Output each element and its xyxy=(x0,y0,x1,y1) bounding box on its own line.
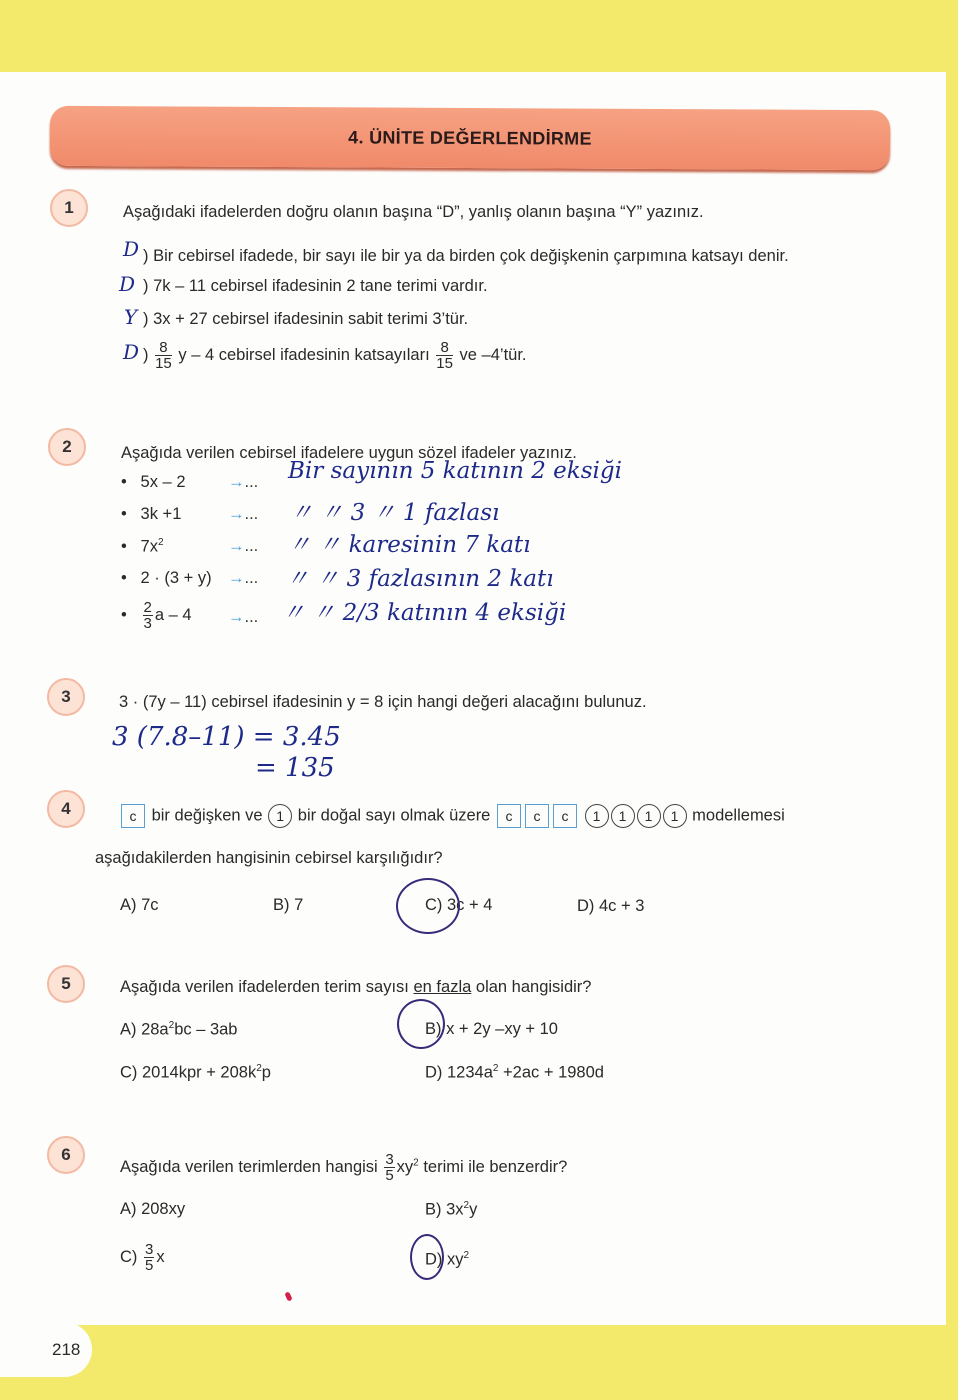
question-number-2: 2 xyxy=(48,428,86,466)
variable-box: c xyxy=(497,804,521,828)
q4-question-line-2: aşağıdakilerden hangisinin cebirsel karşılığıdır? xyxy=(95,849,443,867)
number-circle: 1 xyxy=(268,804,292,828)
q1-item-3: ) 3x + 27 cebirsel ifadesinin sabit terimi 3’tür. xyxy=(143,310,469,328)
q6-option-d: D) $xy^2$ xyxy=(425,1250,470,1269)
question-number-6: 6 xyxy=(47,1136,85,1174)
q2-expr-4: • 2 · (3 + y) xyxy=(121,569,212,587)
page-number: 218 xyxy=(0,1322,92,1377)
q4-option-a: A) 7c xyxy=(120,896,159,914)
q1-answer-3: Y xyxy=(124,305,138,329)
page-title: 4. ÜNİTE DEĞERLENDİRME xyxy=(348,127,592,149)
answer-circle-mark xyxy=(396,878,460,934)
fraction: $\frac{2}{3}$ xyxy=(143,599,152,632)
answer-circle-mark xyxy=(410,1234,444,1280)
unit-title-banner xyxy=(50,106,890,170)
variable-box: c xyxy=(553,804,577,828)
q2-instruction: Aşağıda verilen cebirsel ifadelere uygun sözel ifadeler yazınız. xyxy=(121,444,577,462)
q2-expr-3: • $7x^2$ xyxy=(121,537,164,556)
q4-option-c: C) 3c + 4 xyxy=(425,896,493,914)
q1-answer-1: D xyxy=(123,237,140,261)
q6-option-b: B) $3x^2y$ xyxy=(425,1200,478,1219)
q1-item-4: ) $\frac{8}{15}$ y – 4 cebirsel ifadesinin katsayıları $\frac{8}{15}$ ve –4’tür. xyxy=(143,339,527,372)
arrow-icon: →... xyxy=(228,569,259,587)
q4-option-b: B) 7 xyxy=(273,896,304,914)
bottom-color-band xyxy=(0,1325,958,1400)
q3-question: 3 · (7y – 11) cebirsel ifadesinin y = 8 için hangi değeri alacağını bulunuz. xyxy=(119,693,647,711)
q2-expr-2: • 3k +1 xyxy=(121,505,182,523)
number-circle: 1 xyxy=(663,804,687,828)
q2-expr-5: • $\frac{2}{3}$ a – 4 xyxy=(121,599,192,632)
q5-option-c: C) $2014kpr + 208k^2p$ xyxy=(120,1063,271,1082)
variable-box: c xyxy=(121,804,145,828)
question-number-4: 4 xyxy=(47,790,85,828)
q2-answer-1: Bir sayının 5 katının 2 eksiği xyxy=(288,458,622,484)
q2-answer-4: 〃 〃 3 fazlasının 2 katı xyxy=(286,566,554,592)
arrow-icon: →... xyxy=(228,608,259,626)
variable-box: c xyxy=(525,804,549,828)
fraction: $\frac{3}{5}$ xyxy=(385,1151,394,1184)
q6-option-c: C) $\frac{3}{5}$ x xyxy=(120,1241,165,1274)
question-number-1: 1 xyxy=(50,189,88,227)
q1-instruction: Aşağıdaki ifadelerden doğru olanın başına “D”, yanlış olanın başına “Y” yazınız. xyxy=(123,203,704,221)
q3-work-line-2: = 135 xyxy=(255,753,335,783)
q4-question-line-1: c bir değişken ve 1 bir doğal sayı olmak üzere c c c 1 1 1 1 modellemesi xyxy=(119,804,785,828)
q2-answer-3: 〃 〃 karesinin 7 katı xyxy=(288,532,531,558)
q1-item-1: ) Bir cebirsel ifadede, bir sayı ile bir ya da birden çok değişkenin çarpımına katsayı denir. xyxy=(143,247,789,265)
question-number-5: 5 xyxy=(47,965,85,1003)
right-color-band xyxy=(946,0,958,1400)
answer-circle-mark xyxy=(397,999,445,1049)
question-number-3: 3 xyxy=(47,678,85,716)
fraction: $\frac{3}{5}$ xyxy=(145,1241,154,1274)
q6-question: Aşağıda verilen terimlerden hangisi $\frac{3}{5}$ $xy^2$ terimi ile benzerdir? xyxy=(120,1151,568,1184)
q3-work-line-1: 3 (7.8–11) = 3.45 xyxy=(112,722,341,752)
number-circle: 1 xyxy=(585,804,609,828)
q1-answer-2: D xyxy=(119,272,136,296)
arrow-icon: →... xyxy=(228,473,259,491)
number-circle: 1 xyxy=(637,804,661,828)
fraction: $\frac{8}{15}$ xyxy=(436,339,453,372)
arrow-icon: →... xyxy=(228,537,259,555)
q2-answer-2: 〃 〃 3 〃 1 fazlası xyxy=(290,500,500,526)
q4-option-d: D) 4c + 3 xyxy=(577,897,645,915)
arrow-icon: →... xyxy=(228,505,259,523)
q5-option-b: B) x + 2y –xy + 10 xyxy=(425,1020,558,1038)
q5-option-d: D) $1234a^2 +2ac + 1980d$ xyxy=(425,1063,604,1082)
number-circle: 1 xyxy=(611,804,635,828)
q1-answer-4: D xyxy=(123,340,140,364)
q5-question: Aşağıda verilen ifadelerden terim sayısı en fazla olan hangisidir? xyxy=(120,978,592,996)
top-color-band xyxy=(0,0,958,72)
q5-option-a: A) $28a^2bc - 3ab$ xyxy=(120,1020,238,1039)
red-ink-mark xyxy=(284,1291,292,1301)
q2-expr-1: • 5x – 2 xyxy=(121,473,186,491)
fraction: $\frac{8}{15}$ xyxy=(155,339,172,372)
q2-answer-5: 〃 〃 2/3 katının 4 eksiği xyxy=(282,600,567,626)
q1-item-2: ) 7k – 11 cebirsel ifadesinin 2 tane terimi vardır. xyxy=(143,277,488,295)
q6-option-a: A) 208xy xyxy=(120,1200,186,1218)
